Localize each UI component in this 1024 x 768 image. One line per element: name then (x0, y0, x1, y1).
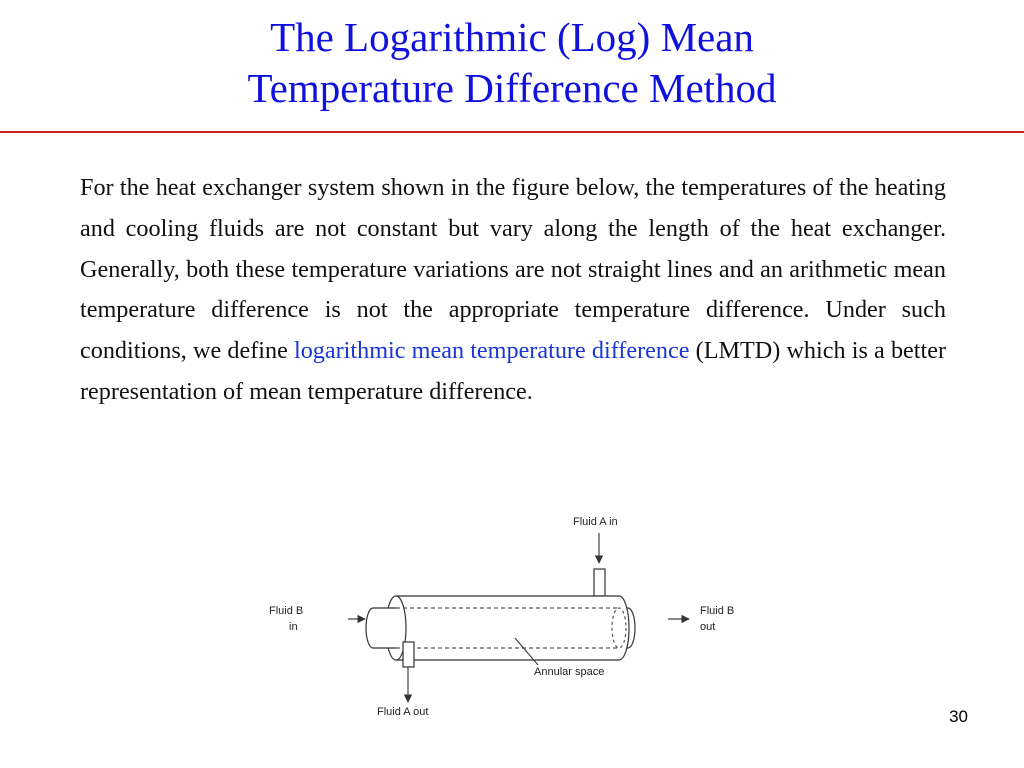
label-annular-space: Annular space (534, 666, 605, 678)
lmtd-highlight: logarithmic mean temperature difference (293, 337, 690, 365)
body-paragraph (80, 168, 946, 413)
slide-title (0, 12, 1024, 114)
label-fluid-a-in: Fluid A in (573, 516, 618, 528)
page-number: 30 (949, 707, 968, 726)
title-divider (0, 131, 1024, 133)
heat-exchanger-svg (255, 505, 765, 730)
label-fluid-b-out-1: Fluid B (700, 605, 735, 617)
outer-shell (396, 596, 629, 660)
title-line-2: Temperature Difference Method (247, 65, 777, 111)
inner-pipe-left-end (366, 608, 396, 648)
title-line-1: The Logarithmic (Log) Mean (270, 14, 754, 60)
body-text-part-1: For the heat exchanger system shown in the figure below, the temperatures of the heating and cooling fluids are not constant but vary along the length of the heat exchanger. Generally, both these temperature variations are not straight lines and an arithmetic mean temperature difference is not the appropriate temperature difference. Under such conditions, we define (80, 174, 946, 365)
label-fluid-a-out: Fluid A out (377, 706, 429, 718)
heat-exchanger-diagram (255, 505, 765, 730)
fluid-a-outlet-nozzle (403, 642, 414, 667)
label-fluid-b-in-2: in (289, 621, 298, 633)
label-fluid-b-out-2: out (700, 621, 716, 633)
label-fluid-b-in-1: Fluid B (269, 605, 304, 617)
body-text-part-2: (LMTD) which is a better representation of mean temperature difference. (80, 337, 947, 405)
fluid-a-inlet-nozzle (594, 569, 605, 596)
